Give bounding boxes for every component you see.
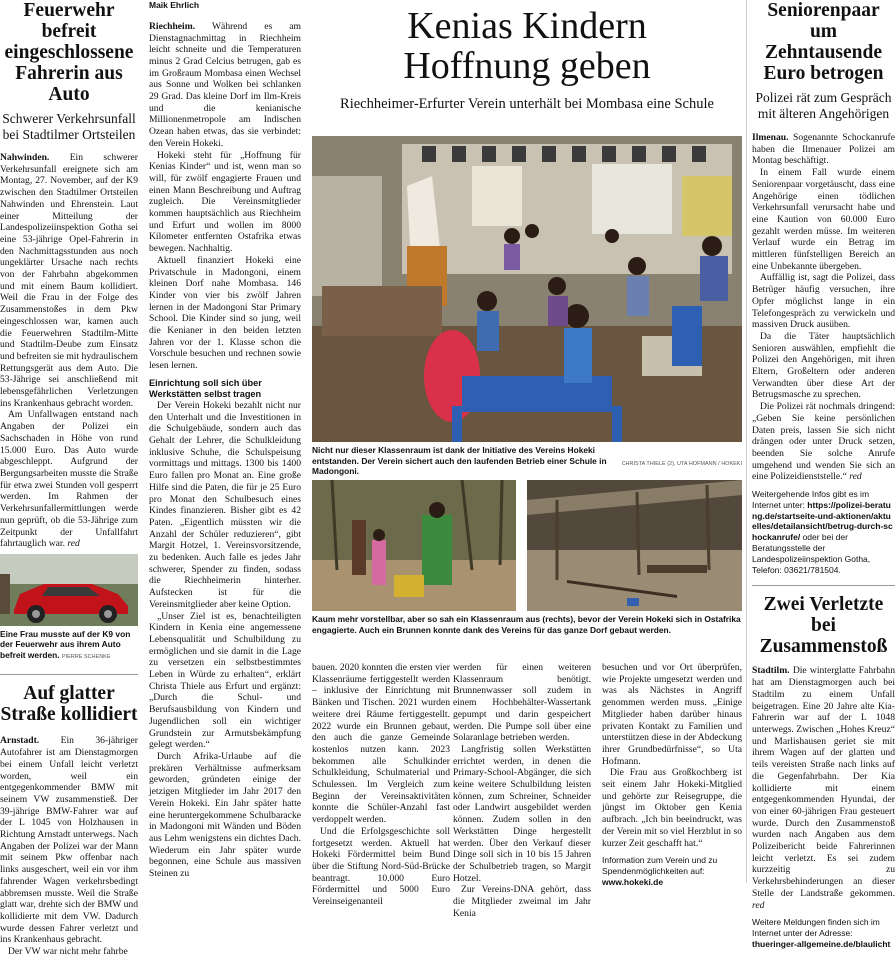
article-fire-rescue-body-2 [0, 409, 138, 549]
scam-p2: In einem Fall wurde einem Seniorenpaar vorgetäuscht, dass eine Angehörige einen tödlichen Verkehrsunfall verursacht habe und eine Kaution von 60.000 Euro gezahlt werden müsse. Im weiteren Verlauf wurde ein Betrag im mittleren fünfstelligen Bereich an eine Unbekannte übergeben. [752, 167, 895, 272]
paragraph: Langfristig sollen Werkstätten errichtet werden, in denen die Primary-School-Abgänger, die sich keine weitere Schulbildung leisten können, zum Schreiner, Schneider oder Landwirt ausgebildet werden können. Zudem sollen in den Werkstätten Dinge hergestellt werden. Über den Verkauf dieser Dinge soll sich in 10 bis 15 Jahren der Schulbetrieb tragen, so Margit Hotzel. [453, 743, 591, 884]
paragraph: Die winterglatte Fahrbahn hat am Dienstagmorgen auch bei Stadtilm zu einem Unfall beigetragen. Eine 20 Jahre alte Kia-Fahrerin war auf der L 1048 unterwegs. Zwischen „Hohes Kreuz“ und Marlishausen geriet sie mit ihrem Wagen auf der glatten und teils vereisten Straße nach links auf die Gegenfahrbahn. Der Kia kollidierte mit einem entgegenkommenden Hyundai, der von einer 60-jährigen Frau gesteuert wurde. Durch den Zusammenstoß wurden nach Angaben aus dem Polizeibericht beide Fahrerinnen leicht verletzt. Es sei zudem kurzzeitig zu Verkehrsbehinderungen an dieser Stelle der Landstraße gekommen. [752, 665, 895, 899]
kenya-article-p5: „Unser Ziel ist es, benachteiligten Kindern in Kenia eine angemessene Lebensqualität und Schulbildung zu ermöglichen und sie damit in die Lage zu versetzen ein selbstbestimmtes Leben in Würde zu erhalten“, erklärt Christa Thiele aus Erfurt und ergänzt: „Durch die Schul- und Berufsausbildung von Kindern und Jugendlichen soll ein wichtiger Grundstein zur Armutsbekämpfung gelegt werden.“ [149, 610, 301, 751]
feature-col-b [453, 662, 591, 919]
paragraph: bauen. 2020 konnten die ersten vier Klassenräume fertiggestellt werden – inklusive der Einrichtung mit Bänken und Tischen. 2021 wurden weitere drei Räume fertiggestellt. 2022 wurde ein Brunnen gebaut, den auch die ganze Gemeinde kostenlos nutzen kann. 2023 bekommen alle Schulkinder Schulkleidung, Schulmaterial und Schulessen. Im Vergleich zum Beginn der Vereinsaktivitäten konnte die Schüler-Anzahl fast verdoppelt werden. [312, 662, 450, 826]
headline-scam: Seniorenpaar um Zehntausende Euro betrogen [763, 0, 884, 84]
info-text: Information zum Verein und zu Spendenmöglichkeiten auf: [602, 855, 718, 877]
info-text: Weitere Meldungen finden sich im Internet unter der Adresse: [752, 917, 880, 939]
kenya-article-p4: Der Verein Hokeki bezahlt nicht nur den Unterhalt und die Investitionen in die Schulgebäude, sondern auch das Gehalt der Lehrer, die Schulkleidung inklusive Schuhe, die Schulspeisung vormittags und mittags. 1300 bis 1400 Euro fallen pro Monat an. Eine große Hilfe sind die Paten, die für je 25 Euro pro Monat den Schulbesuch eines Kindes finanzieren. Bisher gibt es 42 Paten. „Eigentlich müssten wir die Anzahl der Schüler reduzieren“, gibt Margit Hotzel, 1. Vereinsvorsitzende, zu bedenken. Auch falle es jedes Jahr schwerer, Spender zu finden, sodass die Riechheimerin hinterher. Aufstecken ist für die Vereinsmitglieder aber keine Option. [149, 399, 301, 610]
blaulicht-link[interactable]: thueringer-allgemeine.de/blaulicht [752, 938, 891, 949]
paragraph: Am Unfallwagen entstand nach Angaben der Polizei ein Sachschaden in Höhe von rund 15.000 Euro. Das Auto wurde abgeschleppt. Aufgrund der Bergungsarbeiten musste die Straße für etwa zwei Stunden voll gesperrt werden. Im Rahmen der Verkehrsunfallermittlungen werde nun geprüft, ob die 53-Jährige zum Zeitpunkt der Unfallfahrt fahrtauglich war. [0, 409, 138, 550]
subtitle-fire-rescue: Schwerer Verkehrsunfall bei Stadtilmer Ortsteilen [2, 111, 136, 142]
car-photo-illustration [0, 554, 138, 626]
left-column [0, 0, 139, 958]
classroom-caption-box [312, 445, 742, 475]
kenya-subhead: Einrichtung soll sich über Werkstätten selbst tragen [149, 377, 262, 399]
old-classroom-photo [527, 480, 742, 611]
feature-header [312, 0, 742, 135]
signature: red [849, 471, 862, 483]
feature-deck: Riechheimer-Erfurter Verein unterhält bei Mombasa eine Schule [340, 96, 714, 112]
paragraph: besuchen und vor Ort überprüfen, wie Projekte umgesetzt werden und was als Nächstes in Angriff genommen werden muss. „Einige Mitglieder haben darüber hinaus privaten Kontakt zu Familien und unterstützen diese in der Abdeckung ihrer Grundbedürfnisse“, so Uta Hofmann. [602, 662, 742, 767]
paragraph: Die Frau aus Großkochberg ist seit einem Jahr Hokeki-Mitglied und gehörte zur Reisegruppe, die jüngst im Oktober gen Kenia aufbrach. „Ich bin beeindruckt, was der Verein mit so viel Herzblut in so kurzer Zeit geschafft hat.“ [602, 767, 742, 849]
dateline: Arnstadt. [0, 735, 40, 747]
headline-collision: Zwei Verletzte bei Zusammenstoß [759, 594, 888, 658]
center-column [149, 0, 301, 883]
dateline: Nahwinden. [0, 152, 50, 163]
classroom-caption [312, 445, 742, 477]
collision-info [752, 917, 895, 949]
scam-p3: Auffällig ist, sagt die Polizei, dass Betrüger häufig versuchen, ihre Opfer möglichst lange in ein Telefongespräch zu verwickeln und massiven Druck ausüben. [752, 272, 895, 331]
police-advice-link[interactable]: https://polizei-beratung.de/startseite-und-aktionen/aktuelles/detailansicht/betrug-durch-schockanrufe/ [752, 499, 893, 543]
paragraph: Ein 36-jähriger Autofahrer ist am Dienstagmorgen bei einem Unfall leicht verletzt worden, weil ein entgegenkommender BMW mit seinem VW zusammenstieß. Der 39-jährige BMW-Fahrer war auf der L 1045 von Holzhausen in Richtung Arnstadt unterwegs. Nach Angaben der Polizei war der Mann mit seinem Pkw offenbar nach links ausgeschert, weil ein vor ihm fahrender Wagen verkehrsbedingt abbremsen musste. Weil die Straße glatt war, drehte sich der BMW und kollidierte mit dem VW. Dadurch wurde dessen Fahrer verletzt und ins Krankenhaus gebracht. [0, 735, 138, 946]
dateline: Stadtilm. [752, 665, 790, 677]
scam-p5 [752, 401, 895, 483]
subtitle-scam: Polizei rät zum Gespräch mit älteren Angehörigen [755, 90, 892, 121]
scam-p4: Da die Täter hauptsächlich Senioren auswählen, empfiehlt die Polizei den Angehörigen, mit ihren Eltern, Großeltern oder anderen Verwandten über diese Art der Betrugsmasche zu sprechen. [752, 330, 895, 401]
caption-text: Nicht nur dieser Klassenraum ist dank der Initiative des Vereins Hokeki entstanden. Der Verein sichert auch den laufenden Betrieb einer Schule in Madongoni. [312, 445, 607, 476]
well-photo [312, 480, 516, 611]
paragraph: Während es am Dienstagnachmittag in Riechheim leicht schneite und die Temperaturen minus 2 Grad Celcius betrugen, gab es im Großraum Mombasa einen Wechsel aus Sonne und Wolken bei schlanken 29 Grad. Das kleine Dorf im Ilm-Kreis und die kenianische Millionenmetropole am Indischen Ozean haben etwas, das sie verbindet: den Verein Hokeki. [149, 20, 301, 149]
kenya-article-p3: Aktuell finanziert Hokeki eine Privatschule in Madongoni, einem kleinen Dorf nahe Mombasa. 146 Kinder von vier bis zwölf Jahren lernen in der Madongoni Star Primary School. Die Kinder sind so jung, weil die Kenianer in den beiden letzten Jahren vor der 1. Klasse schon die Vorschule besuchen und rechnen sowie lesen lernen. [149, 254, 301, 372]
classroom-illustration [312, 136, 742, 442]
feature-col-c [602, 662, 742, 887]
signature: red [67, 538, 80, 550]
paragraph: Sogenannte Schockanrufe haben die Ilmenauer Polizei am Montag beschäftigt. [752, 132, 895, 167]
headline-icy-road: Auf glatter Straße kollidiert [0, 683, 138, 726]
photo-credit: CHRISTA THIELE (2), UTA HOFMANN / HOKEKI [621, 461, 742, 467]
author: Maik Ehrlich [149, 0, 200, 10]
paragraph: Ein schwerer Verkehrsunfall ereignete sich am Montag, 27. November, auf der K9 zwischen den Stadtilmer Ortsteilen Nahwinden und Ehrenstein. Laut einer Mitteilung der Landespolizeiinspektion Gotha sei eine 53-jährige Opel-Fahrerin in den Nachmittagsstunden aus noch ungeklärter Ursache nach rechts von der Fahrbahn abgekommen und mit einem Baum kollidiert. Weil die Frau in der Folge des Zusammenstoßes in dem Pkw eingeschlossen war, kamen auch die Feuerwehren Stadtilm-Mitte und Stadtilm-Deube zum Einsatz und befreiten sie mit hydraulischem Rettungsgerät aus dem Auto. Die 53-Jährige sei anschließend mit lebensgefährlichen Verletzungen ins Krankenhaus gebracht worden. [0, 152, 139, 409]
article-icy-road-body [0, 735, 138, 946]
article-fire-rescue-body [0, 152, 138, 409]
collision-body [752, 665, 895, 911]
classroom-photo [312, 136, 742, 442]
feature-headline: Kenias Kindern Hoffnung geben [403, 5, 651, 87]
hokeki-link[interactable]: www.hokeki.de [602, 876, 664, 887]
secondary-caption: Kaum mehr vorstellbar, aber so sah ein Klassenraum aus (rechts), bevor der Verein Hokeki sich in Ostafrika engagierte. Auch ein Brunnen konnte dank des Vereins für das ganze Dorf gebaut werden. [312, 614, 741, 635]
secondary-caption-box [312, 614, 742, 642]
caption-text: Eine Frau musste auf der K9 von der Feuerwehr aus ihrem Auto befreit werden. [0, 628, 131, 660]
info-text: Weitergehende Infos gibt es im Internet unter: [752, 489, 870, 510]
car-photo [0, 554, 138, 626]
right-column [752, 0, 895, 949]
dateline: Riechheim. [149, 20, 196, 32]
column-rule [746, 0, 747, 883]
article-icy-road-tail: Der VW war nicht mehr fahrbe [8, 946, 128, 958]
feature-col-a [312, 662, 450, 908]
kenya-article-p2: Hokeki steht für „Hoffnung für Kenias Kinder“ und ist, wenn man so will, für zwölf engagierte Frauen und einen Mann Beschreibung und Auftrag zugleich. Die Vereinsmitglieder kommen hauptsächlich aus Riechheim und Erfurt und wollen im 8000 Kilometer entfernten Ostafrika etwas bewegen. Nachhaltig. [149, 149, 301, 255]
headline-fire-rescue: Feuerwehr befreit eingeschlossene Fahrerin aus Auto [4, 0, 134, 105]
divider [752, 585, 895, 586]
car-photo-caption [0, 629, 138, 663]
paragraph: Und die Erfolgsgeschichte soll fortgesetzt werden. Aktuell hat Hokeki Fördermittel beim Bund über die Stiftung Nord-Süd-Brücke beantragt. 10.000 Euro Fördermittel und 5000 Euro Vereinseigenanteil [312, 825, 450, 908]
info-text: oder bei der Beratungsstelle der Landespolizeiinspektion Gotha, Telefon: 03621/781504. [752, 532, 871, 575]
paragraph: Zur Vereins-DNA gehört, dass die Mitglieder zweimal im Jahr Kenia [453, 884, 591, 919]
dateline: Ilmenau. [752, 132, 789, 143]
paragraph: Die Polizei rät nochmals dringend: „Geben Sie keine persönlichen Daten preis, lassen Sie sich nicht drängen oder unter Druck setzen, beenden Sie solche Anrufe umgehend und wenden Sie sich an eine Polizeidienststelle.“ [752, 401, 895, 483]
paragraph: werden für einen weiteren Klassenraum benötigt. Brunnenwasser soll zudem in einem Hochbehälter-Wassertank gepumpt und darin gespeichert werden. Die Pumpe soll über eine Solaranlage betrieben werden. [453, 662, 591, 744]
divider [0, 674, 138, 675]
kenya-article-p1 [149, 21, 301, 150]
photo-credit: PIERRE SCHENKE [61, 653, 111, 660]
scam-p1 [752, 132, 895, 167]
scam-info [752, 489, 895, 575]
signature: red [752, 899, 765, 911]
well-illustration [312, 480, 516, 611]
donation-info [602, 855, 742, 887]
old-classroom-illustration [527, 480, 742, 611]
kenya-article-p6: Durch Afrika-Urlaube auf die prekären Verhältnisse aufmerksam geworden, gründeten einige der jetzigen Mitglieder im Jahr 2017 den Verein Hokeki. Ein Jahr später hatte eine heruntergekommene Schulbaracke in Madongoni mit Wänden und Böden aus Lehm wenigstens ein dichtes Dach. Wiederum ein Jahr später wurde begonnen, eine Schule aus massiven Steinen zu [149, 750, 301, 880]
